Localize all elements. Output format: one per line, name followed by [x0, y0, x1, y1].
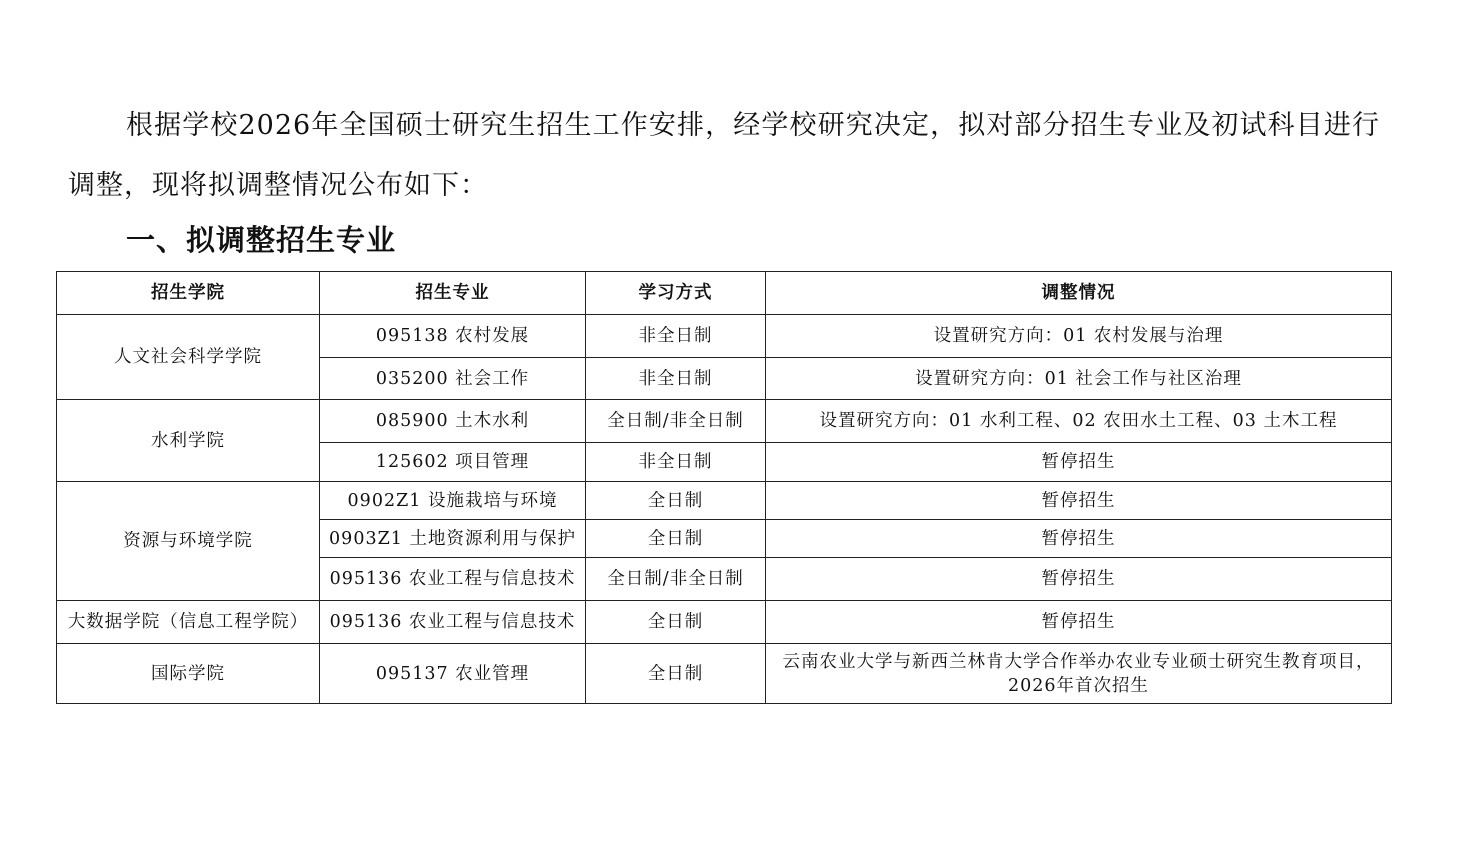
- study-mode-cell: 全日制/非全日制: [586, 558, 766, 601]
- study-mode-cell: 非全日制: [586, 443, 766, 482]
- study-mode-cell: 全日制: [586, 601, 766, 644]
- major-cell: 125602 项目管理: [320, 443, 586, 482]
- adjustment-cell: 设置研究方向：01 社会工作与社区治理: [766, 358, 1392, 400]
- college-cell: 资源与环境学院: [57, 482, 320, 601]
- adjustment-cell: 暂停招生: [766, 520, 1392, 558]
- adjustment-cell: 暂停招生: [766, 601, 1392, 644]
- header-college: 招生学院: [57, 272, 320, 315]
- adjustment-cell: 设置研究方向：01 农村发展与治理: [766, 315, 1392, 358]
- adjustment-cell: 云南农业大学与新西兰林肯大学合作举办农业专业硕士研究生教育项目，2026年首次招生: [766, 644, 1392, 704]
- table-row: [57, 644, 1392, 704]
- major-cell: 0902Z1 设施栽培与环境: [320, 482, 586, 520]
- table-header-row: [57, 272, 1392, 315]
- study-mode-cell: 非全日制: [586, 315, 766, 358]
- major-cell: 095138 农村发展: [320, 315, 586, 358]
- header-study-mode: 学习方式: [586, 272, 766, 315]
- study-mode-cell: 全日制: [586, 644, 766, 704]
- header-major: 招生专业: [320, 272, 586, 315]
- study-mode-cell: 非全日制: [586, 358, 766, 400]
- major-cell: 085900 土木水利: [320, 400, 586, 443]
- major-cell: 035200 社会工作: [320, 358, 586, 400]
- major-cell: 095137 农业管理: [320, 644, 586, 704]
- college-cell: 大数据学院（信息工程学院）: [57, 601, 320, 644]
- study-mode-cell: 全日制/非全日制: [586, 400, 766, 443]
- college-cell: 水利学院: [57, 400, 320, 482]
- adjustment-cell: 设置研究方向：01 水利工程、02 农田水土工程、03 土木工程: [766, 400, 1392, 443]
- major-cell: 095136 农业工程与信息技术: [320, 601, 586, 644]
- table-row: [57, 601, 1392, 644]
- adjustment-cell: 暂停招生: [766, 443, 1392, 482]
- intro-paragraph: 根据学校2026年全国硕士研究生招生工作安排，经学校研究决定，拟对部分招生专业及初试科目进行调整，现将拟调整情况公布如下：: [68, 110, 1380, 201]
- major-cell: 095136 农业工程与信息技术: [320, 558, 586, 601]
- college-cell: 人文社会科学学院: [57, 315, 320, 400]
- adjustment-cell: 暂停招生: [766, 558, 1392, 601]
- header-adjustment: 调整情况: [766, 272, 1392, 315]
- adjustment-table: [56, 271, 1392, 704]
- college-cell: 国际学院: [57, 644, 320, 704]
- section-heading: 一、拟调整招生专业: [126, 223, 397, 257]
- adjustment-cell: 暂停招生: [766, 482, 1392, 520]
- table-row: [57, 482, 1392, 520]
- table-row: [57, 400, 1392, 443]
- major-cell: 0903Z1 土地资源利用与保护: [320, 520, 586, 558]
- study-mode-cell: 全日制: [586, 482, 766, 520]
- study-mode-cell: 全日制: [586, 520, 766, 558]
- table-row: [57, 315, 1392, 358]
